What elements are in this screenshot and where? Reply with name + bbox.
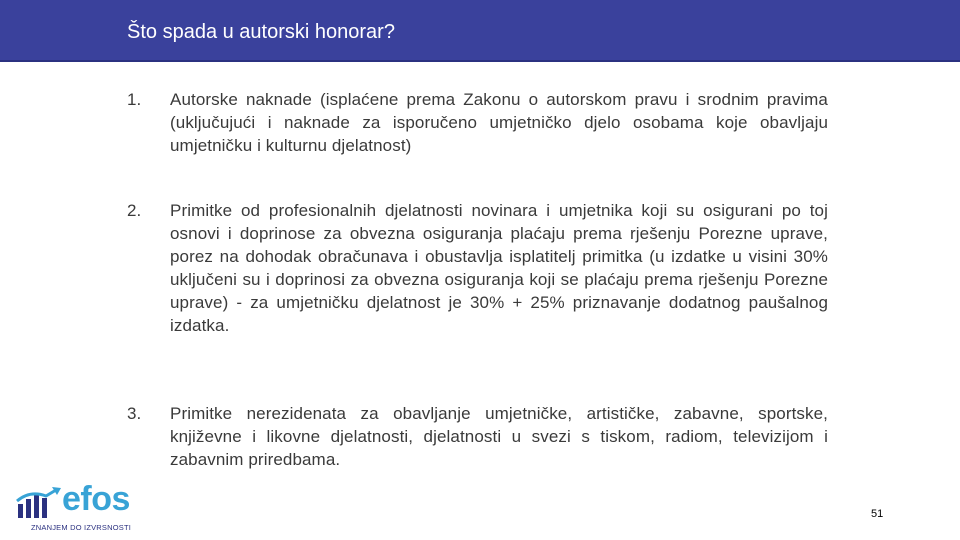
item-number: 2. xyxy=(127,201,142,220)
efos-logo xyxy=(16,480,142,532)
item-number: 1. xyxy=(127,90,142,109)
item-text: Primitke nerezidenata za obavljanje umjetničke, artističke, zabavne, sportske, književne i likovne djelatnosti, djelatnosti u svezi s tiskom, radiom, televizijom i zabavnim priredbama. xyxy=(170,404,828,469)
title-bar xyxy=(0,0,960,62)
growth-chart-icon xyxy=(16,486,64,522)
item-number: 3. xyxy=(127,404,142,423)
item-text: Primitke od profesionalnih djelatnosti novinara i umjetnika koji su osigurani po toj osnovi i doprinose za obvezna osiguranja plaćaju prema rješenju Porezne uprave, porez na dohodak obračunava i obustavlja isplatitelj primitka (u izdatke u visini 30% uključeni su i doprinosi za obvezna osiguranja koji se plaćaju prema rješenju Porezne uprave) - za umjetničku djelatnost je 30% + 25% priznavanje dodatnog paušalnog izdatka. xyxy=(170,201,828,335)
logo-wordmark: efos xyxy=(62,480,130,518)
page-number: 51 xyxy=(871,508,884,520)
slide-title: Što spada u autorski honorar? xyxy=(127,21,395,43)
logo-tagline: ZNANJEM DO IZVRSNOSTI xyxy=(31,523,132,532)
item-text: Autorske naknade (isplaćene prema Zakonu o autorskom pravu i srodnim pravima (uključujući i naknade za isporučeno umjetničko djelo osobama koje obavljaju umjetničku i kulturnu djelatnost) xyxy=(170,90,828,155)
